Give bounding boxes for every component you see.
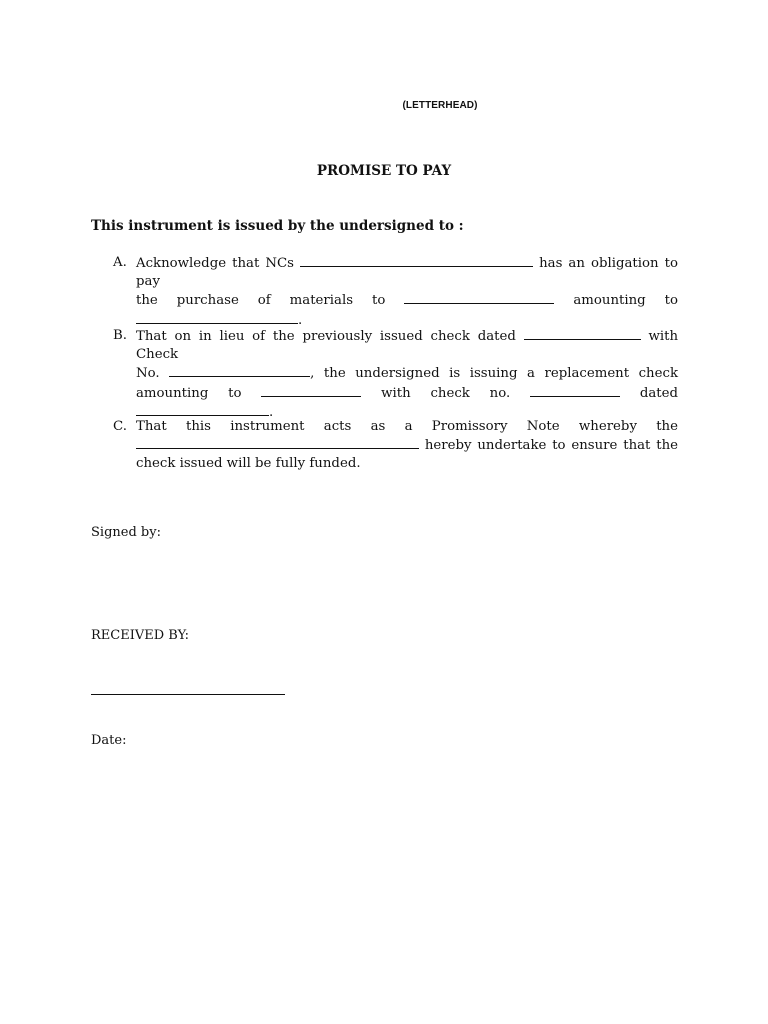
clause-b-text-6: with check no. bbox=[381, 385, 511, 401]
clause-c bbox=[91, 418, 678, 474]
blank-line[interactable] bbox=[136, 436, 419, 449]
clause-letter: C. bbox=[113, 419, 127, 434]
clause-a-text-4: amounting to bbox=[573, 293, 679, 309]
clause-b-text-1: That on in lieu of the previously issued check dated bbox=[136, 329, 516, 344]
document-title: PROMISE TO PAY bbox=[316, 163, 452, 179]
clause-c-body bbox=[136, 418, 678, 474]
clause-b-body bbox=[136, 327, 678, 422]
blank-line[interactable] bbox=[136, 311, 298, 324]
clause-b-line-3 bbox=[136, 384, 678, 403]
clause-a-period: . bbox=[298, 312, 303, 328]
blank-line[interactable] bbox=[261, 384, 361, 397]
blank-line[interactable] bbox=[300, 254, 533, 267]
clause-a-line-1 bbox=[136, 254, 678, 291]
letterhead-text: (LETTERHEAD) bbox=[402, 100, 478, 111]
clause-c-text-2: hereby undertake to ensure that the bbox=[424, 438, 678, 454]
clause-b-line-1 bbox=[136, 327, 678, 364]
blank-line[interactable] bbox=[136, 403, 269, 416]
signature-line[interactable] bbox=[91, 694, 285, 695]
received-by-label: RECEIVED BY: bbox=[91, 628, 189, 643]
clause-a bbox=[91, 254, 678, 330]
date-label: Date: bbox=[91, 733, 127, 748]
blank-line[interactable] bbox=[530, 384, 620, 397]
clause-a-text-3: the purchase of materials to bbox=[136, 293, 386, 309]
letterhead-placeholder bbox=[0, 100, 768, 111]
intro-statement: This instrument is issued by the undersigned to : bbox=[91, 218, 464, 234]
clause-letter: A. bbox=[113, 255, 127, 270]
clause-a-text-2: has an obligation to pay bbox=[136, 256, 678, 290]
blank-line[interactable] bbox=[524, 327, 641, 340]
clause-c-line-1: That this instrument acts as a Promissory Note whereby the bbox=[136, 419, 678, 434]
clause-b-text-3: No. bbox=[136, 366, 160, 382]
clause-b-text-2: with Check bbox=[136, 329, 679, 363]
clause-letter: B. bbox=[113, 328, 127, 343]
blank-line[interactable] bbox=[169, 364, 310, 377]
clause-a-body bbox=[136, 254, 678, 330]
signed-by-label: Signed by: bbox=[91, 525, 161, 540]
clause-b-text-7: dated bbox=[639, 385, 679, 401]
blank-line[interactable] bbox=[404, 291, 554, 304]
clause-c-line-3: check issued will be fully funded. bbox=[136, 456, 361, 472]
clause-b-text-4: , the undersigned is issuing a replacement check bbox=[310, 366, 678, 382]
clause-a-text-1: Acknowledge that NCs bbox=[136, 256, 294, 271]
clause-a-line-2 bbox=[136, 291, 678, 310]
clause-b-line-2 bbox=[136, 364, 678, 383]
clause-c-line-2 bbox=[136, 436, 678, 455]
clause-b-period: . bbox=[269, 404, 274, 420]
clause-b-text-5: amounting to bbox=[136, 385, 242, 401]
clause-b bbox=[91, 327, 678, 422]
